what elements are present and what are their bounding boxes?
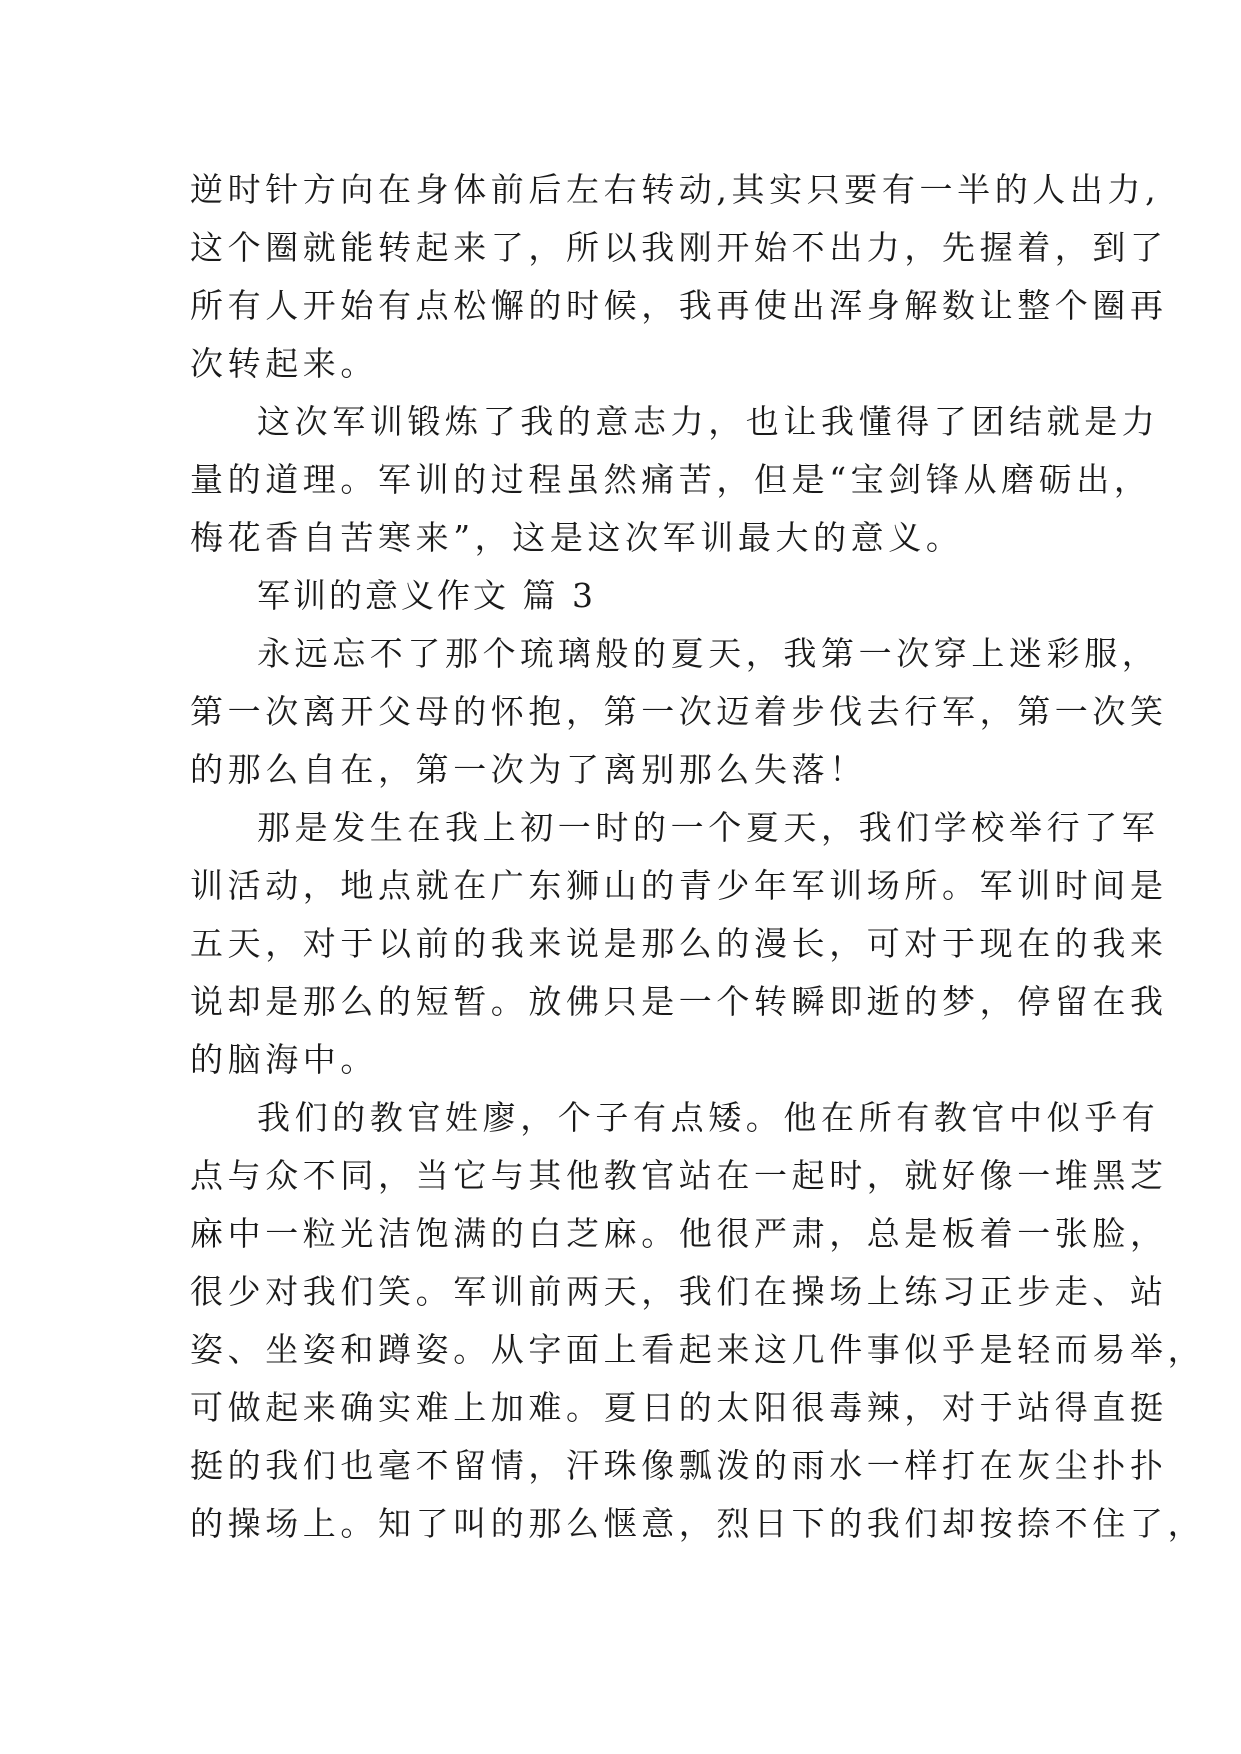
text-line: 梅花香自苦寒来”，这是这次军训最大的意义。 [190, 518, 964, 557]
paragraph-first-line: 这次军训锻炼了我的意志力，也让我懂得了团结就是力 [257, 402, 1160, 441]
text-line: 的操场上。知了叫的那么惬意，烈日下的我们却按捺不住了， [190, 1504, 1206, 1543]
text-line: 麻中一粒光洁饱满的白芝麻。他很严肃，总是板着一张脸， [190, 1214, 1168, 1253]
text-line: 次转起来。 [190, 344, 378, 383]
text-line: 逆时针方向在身体前后左右转动,其实只要有一半的人出力, [190, 170, 1161, 209]
text-line: 第一次离开父母的怀抱，第一次迈着步伐去行军，第一次笑 [190, 692, 1168, 731]
text-line: 很少对我们笑。军训前两天，我们在操场上练习正步走、站 [190, 1272, 1168, 1311]
text-line: 这个圈就能转起来了，所以我刚开始不出力，先握着，到了 [190, 228, 1168, 267]
text-line: 训活动，地点就在广东狮山的青少年军训场所。军训时间是 [190, 866, 1168, 905]
text-line: 姿、坐姿和蹲姿。从字面上看起来这几件事似乎是轻而易举， [190, 1330, 1206, 1369]
text-line: 所有人开始有点松懈的时候，我再使出浑身解数让整个圈再 [190, 286, 1168, 325]
paragraph-first-line: 永远忘不了那个琉璃般的夏天，我第一次穿上迷彩服， [257, 634, 1160, 673]
paragraph-first-line: 我们的教官姓廖，个子有点矮。他在所有教官中似乎有 [257, 1098, 1160, 1137]
text-line: 点与众不同，当它与其他教官站在一起时，就好像一堆黑芝 [190, 1156, 1168, 1195]
text-line: 挺的我们也毫不留情，汗珠像瓢泼的雨水一样打在灰尘扑扑 [190, 1446, 1168, 1485]
text-line: 五天，对于以前的我来说是那么的漫长，可对于现在的我来 [190, 924, 1168, 963]
text-line: 量的道理。军训的过程虽然痛苦，但是“宝剑锋从磨砺出， [190, 460, 1152, 499]
text-line: 的那么自在，第一次为了离别那么失落！ [190, 750, 867, 789]
section-heading: 军训的意义作文 篇 3 [257, 576, 596, 615]
text-line: 的脑海中。 [190, 1040, 378, 1079]
text-line: 说却是那么的短暂。放佛只是一个转瞬即逝的梦，停留在我 [190, 982, 1168, 1021]
paragraph-first-line: 那是发生在我上初一时的一个夏天，我们学校举行了军 [257, 808, 1160, 847]
text-line: 可做起来确实难上加难。夏日的太阳很毒辣，对于站得直挺 [190, 1388, 1168, 1427]
